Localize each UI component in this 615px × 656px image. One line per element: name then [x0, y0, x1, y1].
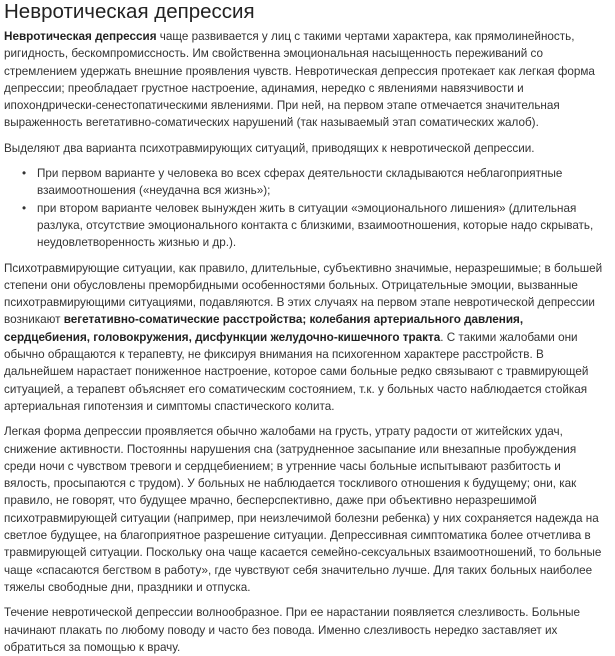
intro-bold-term: Невротическая депрессия — [4, 30, 157, 43]
paragraph-variants-intro: Выделяют два варианта психотравмирующих ситуаций, приводящих к невротической депрессии. — [4, 141, 535, 155]
page-title: Невротическая депрессия — [4, 0, 255, 23]
paragraph-mild-form: Легкая форма депрессии проявляется обычно жалобами на грусть, утрату радости от житейских удач, снижение активности. Постоянны нарушения сна (затрудненное засыпание или внезапные пробуждения среди ночи с чувством тревоги и сердцебиением; в утренние часы больные испытывают разбитость и вялость, просыпаются с трудом). У больных не наблюдается тоскливого отношения к будущему; они, как правило, не говорят, что будущее мрачно, бесперспективно, даже при объективно неразрешимой психотравмирующей ситуации (например, при неизлечимой болезни ребенка) у них сохраняется надежда на светлое будущее, на благоприятное разрешение ситуации. Депрессивная симптоматика более отчетлива в травмирующей ситуации. Поскольку она чаще касается семейно-сексуальных взаимоотношений, то больные чаще «спасаются бегством в работу», где чувствуют себя значительно лучше. Для таких больных наиболее тяжелы свободные дни, праздники и отпуска. — [4, 425, 602, 594]
situations-text-start: Психотравмирующие ситуации, как правило, длительные, субъективно значимые, неразрешимые; в большей степени они обусловлены преморбидными особенностями больных. Отрицательные эмоции, вызванные психотравмирующими ситуациями, подавляются. В этих случаях на первом этапе невротической депрессии возникают — [4, 261, 603, 327]
paragraph-course: Течение невротической депрессии волнообразное. При ее нарастании появляется слезливость. Больные начинают плакать по любому поводу и часто без повода. Именно слезливость нередко заставляет их обратиться за помощью к врачу. — [4, 606, 580, 654]
list-item — [22, 165, 605, 200]
bullet-icon: • — [22, 167, 27, 181]
list-item-text: при втором варианте человек вынужден жить в ситуации «эмоционального лишения» (длительная разлука, отсутствие эмоционального контакта с близкими, взаимоотношения, которые надо скрывать, неудовлетворенность жизнью и др.). — [37, 201, 594, 250]
bullet-icon: • — [22, 201, 27, 215]
paragraph-intro — [4, 28, 605, 132]
intro-text: чаще развивается у лиц с такими чертами характера, как прямолинейность, ригидность, бескомпромиссность. Им свойственна эмоциональная насыщенность переживаний со стремлением удержать внешние проявления чувств. Невротическая депрессия протекает как легкая форма депрессии; преобладает грустное настроение, адинамия, нередко с явлениями навязчивости и ипохондрически-сенестопатическими явлениями. При ней, на первом этапе отмечается значительная выраженность вегетативно-соматических нарушений (так называемый этап соматических жалоб). — [4, 30, 595, 130]
list-item-text: При первом варианте у человека во всех сферах деятельности складываются неблагоприятные взаимоотношения («неудачна вся жизнь»); — [37, 167, 563, 198]
situations-bold-symptoms: вегетативно-соматические расстройства; колебания артериального давления, сердцебиения, головокружения, дисфункции желудочно-кишечного тракта — [4, 313, 524, 344]
variants-list — [4, 165, 605, 251]
paragraph-situations — [4, 260, 605, 416]
list-item — [22, 200, 605, 252]
situations-text-end: . С такими жалобами они обычно обращаются к терапевту, не фиксируя внимания на психогенном характере расстройств. В дальнейшем нарастает пониженное настроение, которое сами больные редко связывают с травмирующей ситуацией, а терапевт объясняет его соматическим состоянием, т.к. у больных часто наблюдается стойкая артериальная гипотензия и симптомы спастического колита. — [4, 330, 589, 413]
